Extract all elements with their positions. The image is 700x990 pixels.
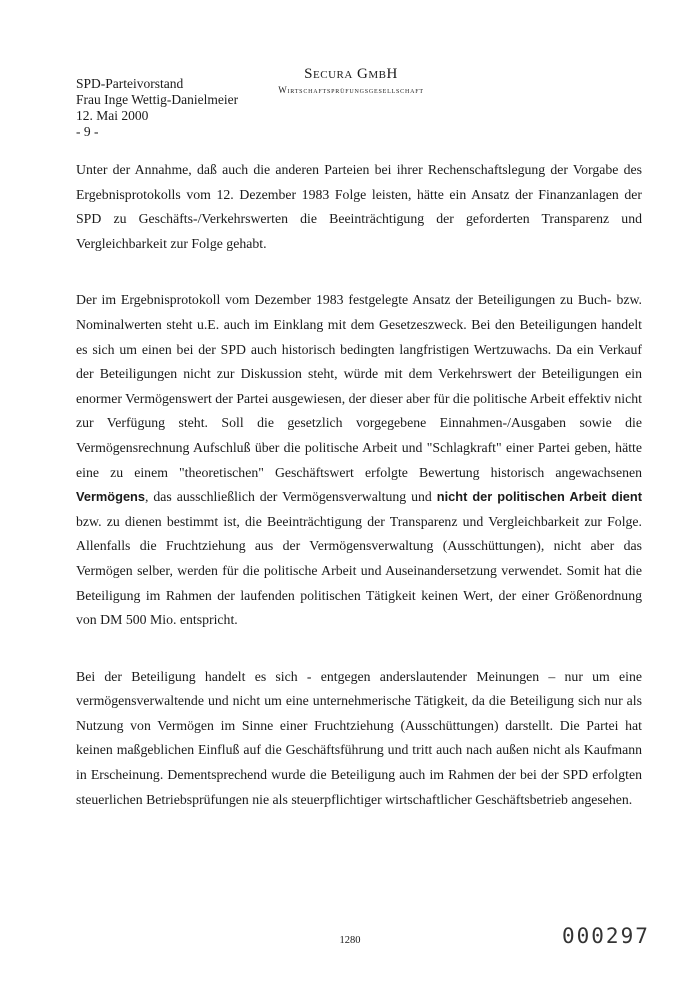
emphasized-text: nicht der politischen Arbeit dient [436,489,642,505]
sender-organization: SPD-Parteivorstand [76,76,184,91]
page-number: 1280 [339,935,361,946]
body-text [76,158,642,844]
paragraph [76,288,642,632]
paragraph-text: Unter der Annahme, daß auch die anderen Parteien bei ihrer Rechenschaftslegung der Vorgabe des Ergebnisprotokolls vom 12. Dezember 1983 Folge leisten, hätte ein Ansatz der Finanzanlagen der SPD zu Geschäfts-/Verkehrswerten die Beeinträchtigung der geforderten Transparenz und Vergleichbarkeit zur Folge gehabt. [76,162,642,251]
emphasized-text: Vermögens [76,489,145,505]
firm-subtitle: Wirtschaftsprüfungsgesellschaft [278,85,424,95]
paragraph-text: Bei der Beteiligung handelt es sich - entgegen anderslautender Meinungen – nur um eine vermögensverwaltende und nicht um eine unternehmerische Tätigkeit, da die Beteiligung sich nur als Nutzung von Vermögen im Sinne einer Fruchtziehung (Ausschüttungen) darstellt. Die Partei hat keinen maßgeblichen Einfluß auf die Geschäftsführung und tritt auch nach außen nicht als Kaufmann in Erscheinung. Dementsprechend wurde die Beteiligung auch im Rahmen der bei der SPD erfolgten steuerlichen Betriebsprüfungen nie als steuerpflichtiger wirtschaftlicher Geschäftsbetrieb angesehen. [76,668,642,807]
sender-recipient: Frau Inge Wettig-Danielmeier [76,92,239,107]
paragraph-text: bzw. zu dienen bestimmt ist, die Beeinträchtigung der Transparenz und Vergleichbarkeit zur Folge. Allenfalls die Fruchtziehung aus der Vermögensverwaltung (Ausschüttungen), nicht aber das Vermögen selber, werden für die politische Arbeit und Auseinandersetzung verwendet. Somit hat die Beteiligung im Rahmen der laufenden politischen Tätigkeit keinen Wert, der einer Größenordnung von DM 500 Mio. entspricht. [76,513,642,628]
document-stamp: 000297 [562,924,650,948]
sender-block [76,76,238,140]
paragraph-text: Der im Ergebnisprotokoll vom Dezember 1983 festgelegte Ansatz der Beteiligungen zu Buch- bzw. Nominalwerten steht u.E. auch im Einklang mit dem Gesetzeszweck. Bei den Beteiligungen handelt es sich um einen bei der SPD auch historisch bedingten langfristigen Wertzuwachs. Da ein Verkauf der Beteiligungen nicht zur Diskussion steht, würde mit dem Verkehrswert der Beteiligungen ein enormer Vermögenswert der Partei ausgewiesen, der dieser aber für die politische Arbeit effektiv nicht zur Verfügung steht. Soll die gesetzlich vorgegebene Einnahmen-/Ausgaben sowie die Vermögensrechnung Aufschluß über die politische Arbeit und "Schlagkraft" einer Partei geben, hätte eine zu einem "theoretischen" Geschäftswert erfolgte Bewertung historisch angewachsenen [76,292,642,480]
letter-page-marker: - 9 - [76,124,99,139]
firm-letterhead [256,66,446,95]
paragraph [76,158,642,256]
letter-date: 12. Mai 2000 [76,108,149,123]
firm-name: Secura GmbH [304,66,398,82]
paragraph-text: , das ausschließlich der Vermögensverwaltung und [145,489,437,505]
paragraph [76,665,642,813]
